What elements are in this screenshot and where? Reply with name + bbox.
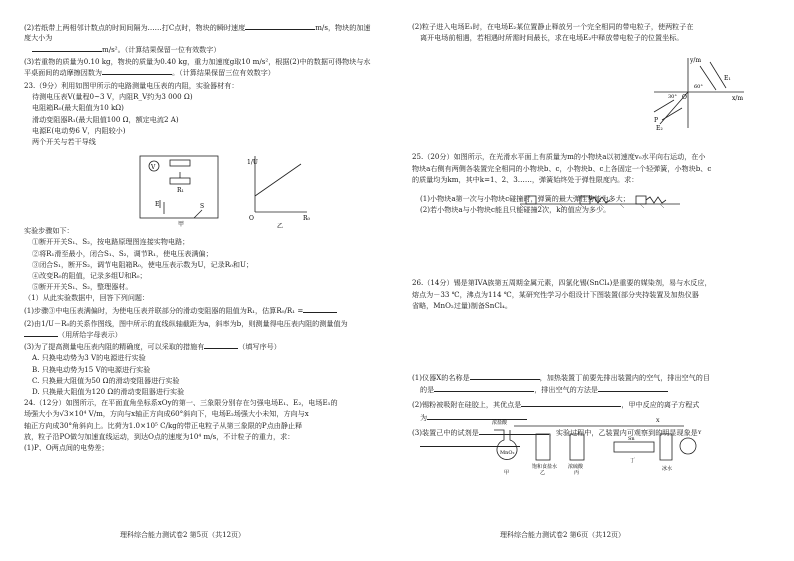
- step-1: ②将R₁滑至最小，闭合S₁、S₂，调节R₁，使电压表满偏；: [32, 248, 213, 258]
- axis-x: x/m: [732, 95, 744, 102]
- e-label: E: [155, 201, 160, 208]
- q24-line4: 放，粒子沿PO做匀加速直线运动，到达O点的速度为10⁴ m/s，不计粒子的重力，求：: [24, 431, 295, 441]
- axis-y: y/m: [690, 57, 702, 64]
- field-diagram: [640, 54, 750, 132]
- q23-sub1: (1)步骤③中电压表满偏时，为使电压表并联部分的滑动变阻器的阻值为R₁，估算R₀/R₁ =: [24, 305, 374, 316]
- label-mno2: MnO₂: [500, 450, 515, 456]
- label-icewater: 冰水: [662, 466, 673, 472]
- q25-title: 25.（20分）如图所示，在光滑水平面上有质量为m的小物块a以初速度v₀水平向右运动，在小: [412, 152, 706, 162]
- q23-item-3: 电源E(电动势6 V，内阻较小): [32, 125, 126, 135]
- answer-intro: （1）从此实验数据中，回答下列问题：: [24, 293, 150, 303]
- q26-sub2: (2)锡粉被吸附在硅胶上，其优点是 ，甲中反应的离子方程式: [412, 400, 700, 410]
- footer-left: 理科综合能力测试卷2 第5页（共12页）: [120, 531, 246, 539]
- q24-sub2b: 离开电场前相遇，若相遇时所需时间最长，求在电场E₂中释放带电粒子的位置坐标。: [420, 33, 684, 43]
- footer-right: 理科综合能力测试卷2 第6页（共12页）: [500, 531, 626, 539]
- q25-line2: 物块a右侧有两侧各装置完全相同的小物块b、c，小物块b、c上各固定一个轻弹簧，小物块b、c: [412, 163, 712, 173]
- step-4: ⑤断开开关S₁、S₂，整理器材。: [32, 282, 133, 292]
- origin-label: O: [249, 215, 254, 222]
- label-30: 30°: [668, 94, 677, 100]
- q25-line3: 的质量均为km，其中k=1、2、3……，弹簧始终处于弹性限度内。求：: [412, 174, 639, 184]
- q24-sub2: (2)粒子进入电场E₁时，在电场E₂某位置静止释放另一个完全相同的带电粒子，使两粒子在: [412, 22, 694, 31]
- blocks-diagram: [520, 188, 680, 208]
- q26-sub1: (1)仪器X的名称是 ，加热装置丁前要先排出装置内的空气，排出空气的目: [412, 373, 710, 383]
- q23-sub3: (3)为了提高测量电压表内阻的精确度，可以采取的措施有 （填写序号）: [24, 342, 281, 352]
- q24-sub1: (1)P、O两点间的电势差；: [24, 443, 109, 453]
- q23-item-0: 待测电压表V(量程0~3 V，内阻R_V约为3 000 Ω): [32, 92, 193, 102]
- axis-y-label: 1/U: [247, 159, 258, 166]
- label-x: X: [656, 418, 660, 424]
- label-h2so4: 浓硫酸: [568, 464, 584, 470]
- q23-item-2: 滑动变阻器R₁(最大阻值100 Ω，额定电流2 A): [32, 114, 179, 124]
- q26-line2: 熔点为－33 ℃，沸点为114 ℃，某研究性学习小组设计下图装置(部分夹持装置及加热仪器: [412, 289, 699, 299]
- q23-sub2: (2)由1/U－R₀的关系作图线，图中所示的直线纵轴截距为a，斜率为b，则测量得电压表内阻的测量值为（用所给字母表示）: [24, 318, 348, 340]
- graph-diagram: [245, 150, 315, 230]
- q23-item-4: 两个开关与若干导线: [32, 137, 96, 147]
- fig-label-a: 甲: [178, 221, 185, 228]
- s-label: S: [200, 203, 205, 210]
- q25-answer-space: [412, 216, 762, 278]
- q26-line3: 省略，MnO₂过量)制备SnCl₄。: [412, 300, 512, 310]
- label-y: Y: [698, 430, 702, 436]
- label-saltwater: 饱和食盐水: [532, 464, 558, 470]
- step-2: ③闭合S₁，断开S₂，调节电阻箱R₀，使电压表示数为U，记录R₀和U；: [32, 259, 254, 269]
- q25-sub2: (2)若小物块a与小物块c能且只能碰撞2次，k的值应为多少。: [420, 205, 611, 215]
- label-sn: Sn: [628, 436, 635, 442]
- step-3: ④改变R₀的阻值，记录多组U和R₀；: [32, 271, 147, 281]
- label-bing: 丙: [574, 470, 580, 476]
- q22-part3: (3)若重物的质量为0.10 kg，物块的质量为0.40 kg，重力加速度g取10 m/s²，根据(2)中的数据可得物块与水平桌面间的动摩擦因数为 。（计算结果保留三位有效数字）: [24, 56, 371, 77]
- label-e2: E₂: [656, 125, 663, 132]
- label-p: P: [654, 117, 659, 124]
- q24-line3: 轴正方向成30°角斜向上。比荷为1.0×10⁵ C/kg的带正电粒子从第三象限的P点由静止释: [24, 420, 303, 430]
- label-ding: 丁: [630, 458, 636, 464]
- label-o: O: [682, 94, 687, 101]
- r1-label: R₁: [177, 187, 184, 194]
- apparatus-space: [412, 312, 762, 372]
- option-b: B. 只换电动势为15 V的电源进行实验: [32, 364, 151, 374]
- axis-x-label: R₀: [303, 215, 310, 222]
- step-0: ①断开开关S₁、S₂，按电路原理图连接实物电路；: [32, 237, 190, 247]
- label-e1: E₁: [724, 75, 731, 82]
- label-jia: 甲: [504, 470, 510, 476]
- option-a: A. 只换电动势为3 V的电源进行实验: [32, 353, 146, 363]
- q26-sub3: (3)装置己中的试剂是 ，实验过程中，乙装置内可观察到的明显现象是: [412, 427, 698, 437]
- option-c: C. 只换最大阻值为50 Ω的滑动变阻器进行实验: [32, 375, 180, 385]
- q26-title: 26.（14分）锡是第IVA族第五周期金属元素，四氯化锡(SnCl₄)是重要的媒染剂，易与水反应，: [412, 278, 712, 288]
- option-d: D. 只换最大阻值为120 Ω的滑动变阻器进行实验: [32, 387, 185, 397]
- voltmeter-label: V: [151, 164, 156, 171]
- q26-sub1-cont: 的是 ，排出空气的方法是: [412, 384, 762, 395]
- label-hcl: 浓盐酸: [492, 420, 508, 426]
- apparatus-diagram: [484, 412, 714, 476]
- q24-line2: 场强大小为√3×10⁴ V/m，方向与x轴正方向成60°斜向下，电场E₂场强大小未知，方向与x: [24, 409, 309, 419]
- q23-title: 23.（9分）利用如图甲所示的电路测量电压表的内阻，实验器材有：: [24, 81, 239, 91]
- left-column: [24, 22, 374, 454]
- q26-sub2-cont: 为: [412, 412, 762, 423]
- q24-title: 24.（12分）如图所示，在平面直角坐标系xOy的第一、三象限分别存在匀强电场E₁、E₂，电场E₁的: [24, 398, 338, 408]
- label-60: 60°: [694, 84, 703, 90]
- circuit-diagram: [130, 148, 230, 228]
- q22-part2-cont: m/s²。（计算结果保留一位有效数字）: [24, 44, 374, 55]
- q23-item-1: 电阻箱R₀(最大阻值为10 kΩ): [32, 103, 124, 113]
- q25-sub1: (1)小物块a第一次与小物块c碰撞时，弹簧的最大弹性势能为多大；: [420, 194, 630, 204]
- fig-label-b: 乙: [277, 223, 284, 230]
- steps-title: 实验步骤如下：: [24, 226, 74, 236]
- label-yi: 乙: [540, 470, 546, 476]
- q22-part2: (2)若纸带上两相邻计数点的时间间隔为……打C点时，物块的瞬时速度 m/s，物块的加速度大小为: [24, 23, 371, 43]
